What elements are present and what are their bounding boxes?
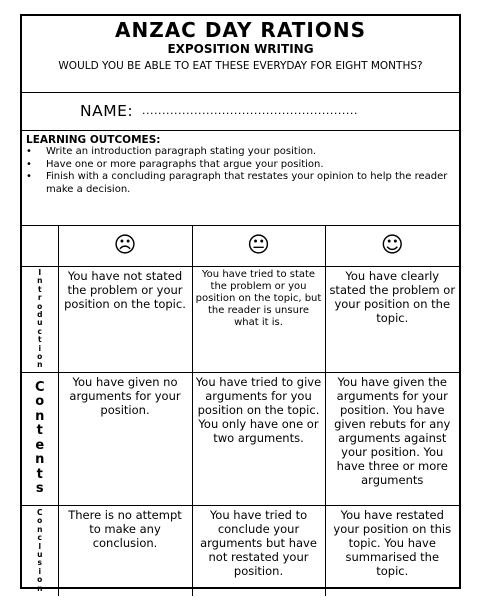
row-label-letter: t — [37, 335, 42, 345]
table-row — [22, 267, 459, 373]
row-label-letter: c — [37, 533, 42, 543]
sad-face-icon: ☹ — [113, 233, 137, 258]
worksheet — [20, 14, 461, 593]
row-label-letter: u — [37, 318, 43, 328]
learning-outcomes — [22, 130, 459, 226]
row-label-letter: i — [38, 343, 42, 353]
rubric-cell: You have tried to give arguments for you position on the topic. You only have one or two arguments. — [195, 374, 322, 445]
row-label-letter: s — [35, 481, 44, 497]
list-item: • Finish with a concluding paragraph that restates your opinion to help the reader make a decision. — [26, 171, 456, 196]
row-label-letter: o — [35, 394, 45, 410]
list-item: • Have one or more paragraphs that argue your position. — [26, 159, 456, 172]
row-label-letter: n — [35, 452, 45, 468]
rubric-cell: You have not stated the problem or your position on the topic. — [64, 269, 186, 311]
row-label-letter: e — [35, 437, 45, 453]
row-label-letter: I — [38, 268, 42, 277]
neutral-face-icon: 😐 — [247, 233, 270, 258]
row-label-letter: d — [37, 309, 43, 319]
page-title: ANZAC DAY RATIONS — [114, 18, 366, 42]
row-label-contents — [22, 381, 58, 497]
rubric-cell: You have tried to state the problem or you position on the topic, but the reader is unsure what it is. — [195, 269, 322, 328]
table-row — [22, 372, 459, 505]
row-label-letter: t — [36, 466, 43, 482]
rubric-cell: You have tried to conclude your arguments but have not restated your position. — [200, 507, 317, 578]
row-label-letter: o — [37, 575, 43, 585]
row-label-letter: s — [37, 558, 42, 568]
row-label-letter: l — [38, 541, 42, 551]
row-label-letter: o — [37, 516, 43, 526]
corner-cell — [22, 226, 58, 267]
row-label-letter: C — [34, 379, 45, 395]
row-label-letter: r — [37, 293, 42, 303]
name-field[interactable]: ...................................................... — [142, 104, 358, 117]
rubric-header-row — [22, 226, 459, 267]
row-label-letter: n — [37, 276, 43, 286]
row-label-letter: n — [35, 408, 45, 424]
row-label-letter: C — [36, 507, 43, 517]
rubric-cell: You have given no arguments for your position. — [69, 374, 181, 417]
row-label-conclusion — [22, 509, 58, 593]
row-label-letter: t — [37, 284, 42, 294]
row-label-letter: n — [37, 524, 43, 534]
page-subtitle: EXPOSITION WRITING — [167, 42, 314, 56]
row-label-letter: o — [37, 351, 43, 361]
learning-outcomes-title: LEARNING OUTCOMES: — [26, 134, 161, 146]
learning-outcomes-list — [26, 146, 456, 196]
row-label-letter: u — [37, 549, 43, 559]
rubric-cell: You have given the arguments for your position. You have given rebuts for any arguments against your position. You have three or more arguments — [334, 374, 451, 487]
guiding-question: WOULD YOU BE ABLE TO EAT THESE EVERYDAY FOR EIGHT MONTHS? — [58, 60, 423, 72]
row-label-introduction — [22, 269, 58, 370]
name-label: NAME: — [80, 102, 134, 120]
rubric-cell: You have restated your position on this topic. You have summarised the topic. — [333, 507, 452, 578]
list-item: • Write an introduction paragraph stating your position. — [26, 146, 456, 159]
row-label-letter: c — [37, 326, 42, 336]
happy-face-icon: ☺ — [380, 233, 404, 258]
name-row — [22, 92, 459, 131]
row-label-letter: t — [36, 423, 43, 439]
rubric-cell: There is no attempt to make any conclusion. — [68, 507, 182, 550]
row-label-letter: i — [38, 566, 42, 576]
worksheet-header — [22, 16, 459, 93]
row-label-letter: o — [37, 301, 43, 311]
rubric-table — [22, 226, 459, 596]
rubric-cell: You have clearly stated the problem or your position on the topic. — [329, 269, 456, 325]
row-label-letter: n — [37, 583, 43, 593]
row-label-letter: n — [37, 360, 43, 370]
table-row — [22, 505, 459, 596]
